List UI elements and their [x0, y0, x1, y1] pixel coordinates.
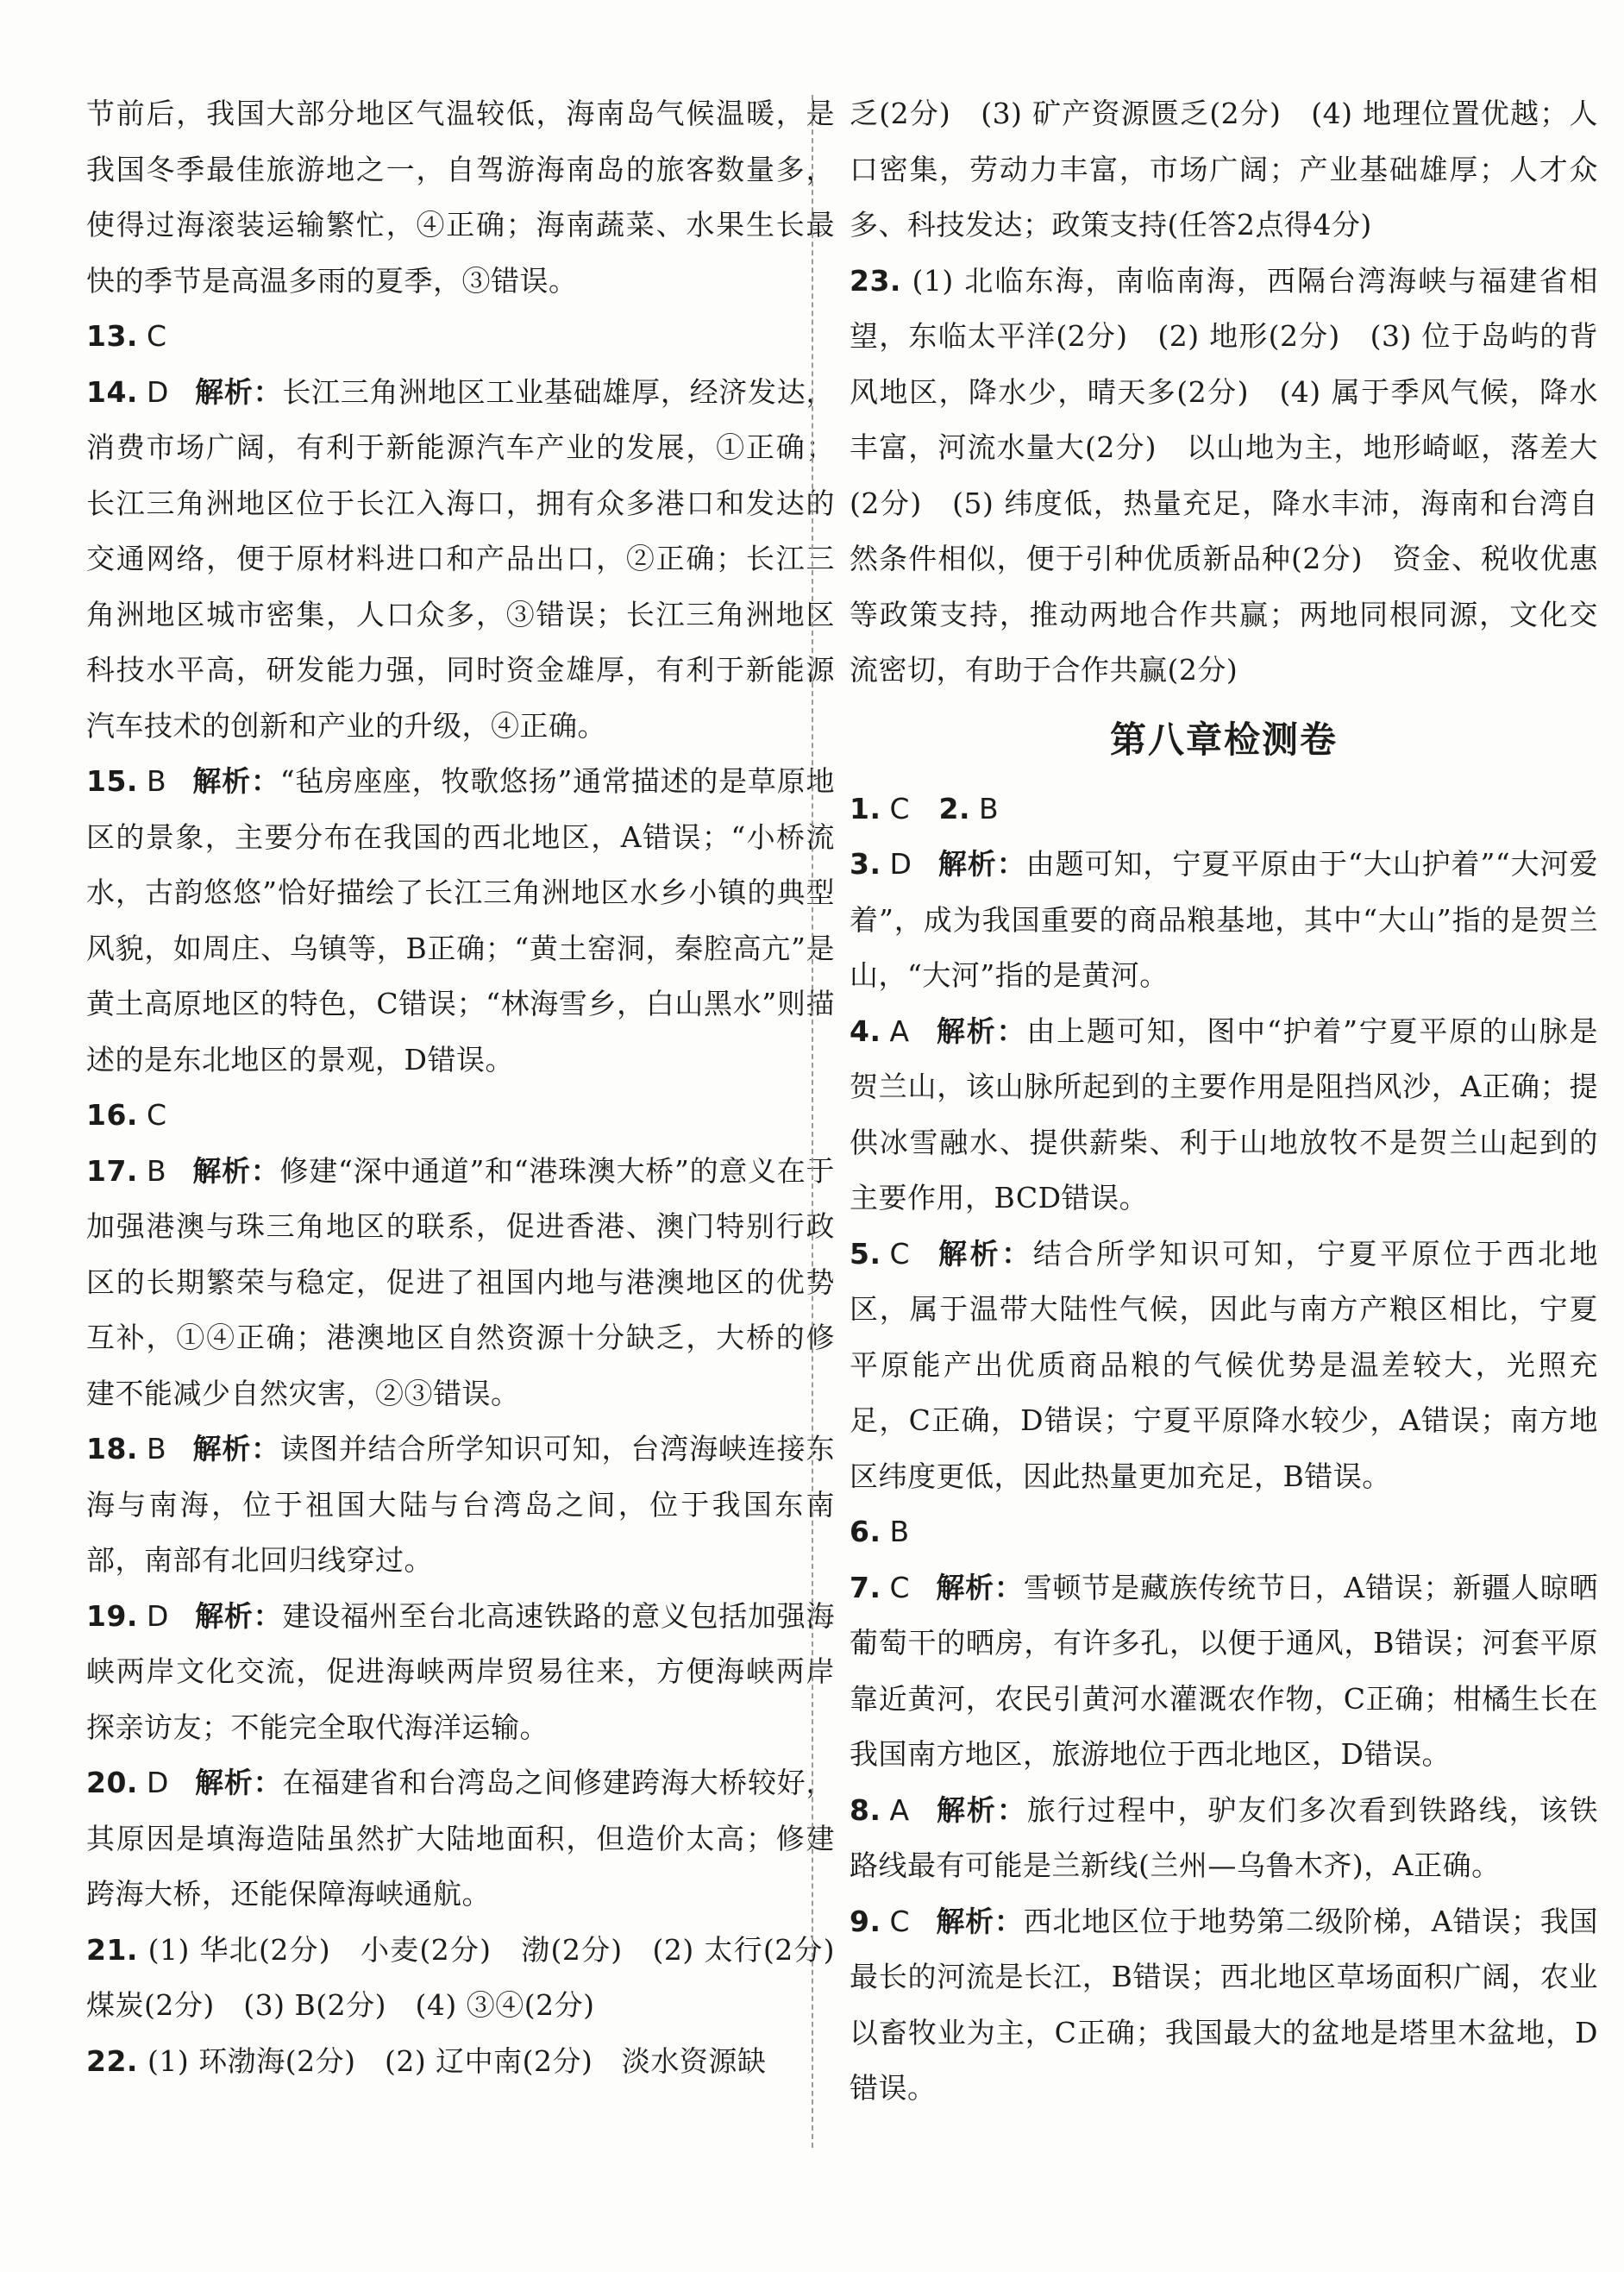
- answer-item: 6. B: [850, 1515, 910, 1548]
- chapter-title: 第八章检测卷: [1109, 718, 1338, 761]
- answer-item: 21. (1) 华北(2分) 小麦(2分) 渤(2分) (2) 太行(2分) 煤炭(2分) (3) B(2分) (4) ③④(2分): [86, 1932, 864, 2022]
- answer-item: 18. B 解析：读图并结合所学知识可知，台湾海峡连接东海与南海，位于祖国大陆与台湾岛之间，位于我国东南部，南部有北回归线穿过。: [86, 1432, 836, 1577]
- answer-item: 15. B 解析：“毡房座座，牧歌悠扬”通常描述的是草原地区的景象，主要分布在我国的西北地区，A错误；“小桥流水，古韵悠悠”恰好描绘了长江三角洲地区水乡小镇的典型风貌，如周庄、乌镇等，B正确；“黄土窑洞，秦腔高亢”是黄土高原地区的特色，C错误；“林海雪乡，白山黑水”则描述的是东北地区的景观，D错误。: [86, 764, 835, 1076]
- answer-item: 9. C 解析：西北地区位于地势第二级阶梯，A错误；我国最长的河流是长江，B错误；西北地区草场面积广阔，农业以畜牧业为主，C正确；我国最大的盆地是塔里木盆地，D错误。: [850, 1904, 1598, 2105]
- answer-item: 乏(2分) (3) 矿产资源匮乏(2分) (4) 地理位置优越；人口密集，劳动力丰富，市场广阔；产业基础雄厚；人才众多、科技发达；政策支持(任答2点得4分): [850, 97, 1598, 242]
- answer-item: 13. C: [86, 319, 167, 353]
- answer-item: 14. D 解析：长江三角洲地区工业基础雄厚，经济发达，消费市场广阔，有利于新能源汽车产业的发展，①正确；长江三角洲地区位于长江入海口，拥有众多港口和发达的交通网络，便于原材料进口和产品出口，②正确；长江三角洲地区城市密集，人口众多，③错误；长江三角洲地区科技水平高，研发能力强，同时资金雄厚，有利于新能源汽车技术的创新和产业的升级，④正确。: [86, 374, 836, 743]
- answer-item: 17. B 解析：修建“深中通道”和“港珠澳大桥”的意义在于加强港澳与珠三角地区的联系，促进香港、澳门特别行政区的长期繁荣与稳定，促进了祖国内地与港澳地区的优势互补，①④正确；港澳地区自然资源十分缺乏，大桥的修建不能减少自然灾害，②③错误。: [86, 1153, 836, 1410]
- answer-item: 1. C 2. B: [850, 791, 1000, 825]
- answer-item: 23. (1) 北临东海，南临南海，西隔台湾海峡与福建省相望，东临太平洋(2分) (2) 地形(2分) (3) 位于岛屿的背风地区，降水少，晴天多(2分) (4) 属于季风气候，降水丰富，河流水量大(2分) 以山地为主，地形崎岖，落差大(2分) (5) 纬度低，热量充足，降水丰沛，海南和台湾自然条件相似，便于引种优质新品种(2分) 资金、税收优惠等政策支持，推动两地合作共赢；两地同根同源，文化交流密切，有助于合作共赢(2分): [850, 263, 1599, 687]
- column-divider: [812, 95, 813, 2148]
- answer-item: 22. (1) 环渤海(2分) (2) 辽中南(2分) 淡水资源缺: [86, 2043, 767, 2078]
- left-column: [86, 86, 864, 2089]
- answer-item: 5. C 解析：结合所学知识可知，宁夏平原位于西北地区，属于温带大陆性气候，因此与南方产粮区相比，宁夏平原能产出优质商品粮的气候优势是温差较大，光照充足，C正确，D错误；宁夏平原降水较少，A错误；南方地区纬度更低，因此热量更加充足，B错误。: [850, 1236, 1599, 1493]
- answer-item: 7. C 解析：雪顿节是藏族传统节日，A错误；新疆人晾晒葡萄干的晒房，有许多孔，以便于通风，B错误；河套平原靠近黄河，农民引黄河水灌溉农作物，C正确；柑橘生长在我国南方地区，旅游地位于西北地区，D错误。: [850, 1570, 1598, 1771]
- right-column: [850, 86, 1598, 2117]
- answer-item: 8. A 解析：旅行过程中，驴友们多次看到铁路线，该铁路线最有可能是兰新线(兰州—乌鲁木齐)，A正确。: [850, 1792, 1599, 1882]
- answer-item: 4. A 解析：由上题可知，图中“护着”宁夏平原的山脉是贺兰山，该山脉所起到的主要作用是阻挡风沙，A正确；提供冰雪融水、提供薪柴、利于山地放牧不是贺兰山起到的主要作用，BCD错误。: [850, 1014, 1598, 1214]
- answer-item: 节前后，我国大部分地区气温较低，海南岛气候温暖，是我国冬季最佳旅游地之一，自驾游海南岛的旅客数量多，使得过海滚装运输繁忙，④正确；海南蔬菜、水果生长最快的季节是高温多雨的夏季，③错误。: [86, 97, 835, 298]
- answer-item: 20. D 解析：在福建省和台湾岛之间修建跨海大桥较好，其原因是填海造陆虽然扩大陆地面积，但造价太高；修建跨海大桥，还能保障海峡通航。: [86, 1766, 836, 1911]
- answer-item: 16. C: [86, 1098, 167, 1132]
- answer-item: 19. D 解析：建设福州至台北高速铁路的意义包括加强海峡两岸文化交流，促进海峡两岸贸易往来，方便海峡两岸探亲访友；不能完全取代海洋运输。: [86, 1598, 836, 1744]
- answer-item: 3. D 解析：由题可知，宁夏平原由于“大山护着”“大河爱着”，成为我国重要的商品粮基地，其中“大山”指的是贺兰山，“大河”指的是黄河。: [850, 847, 1598, 992]
